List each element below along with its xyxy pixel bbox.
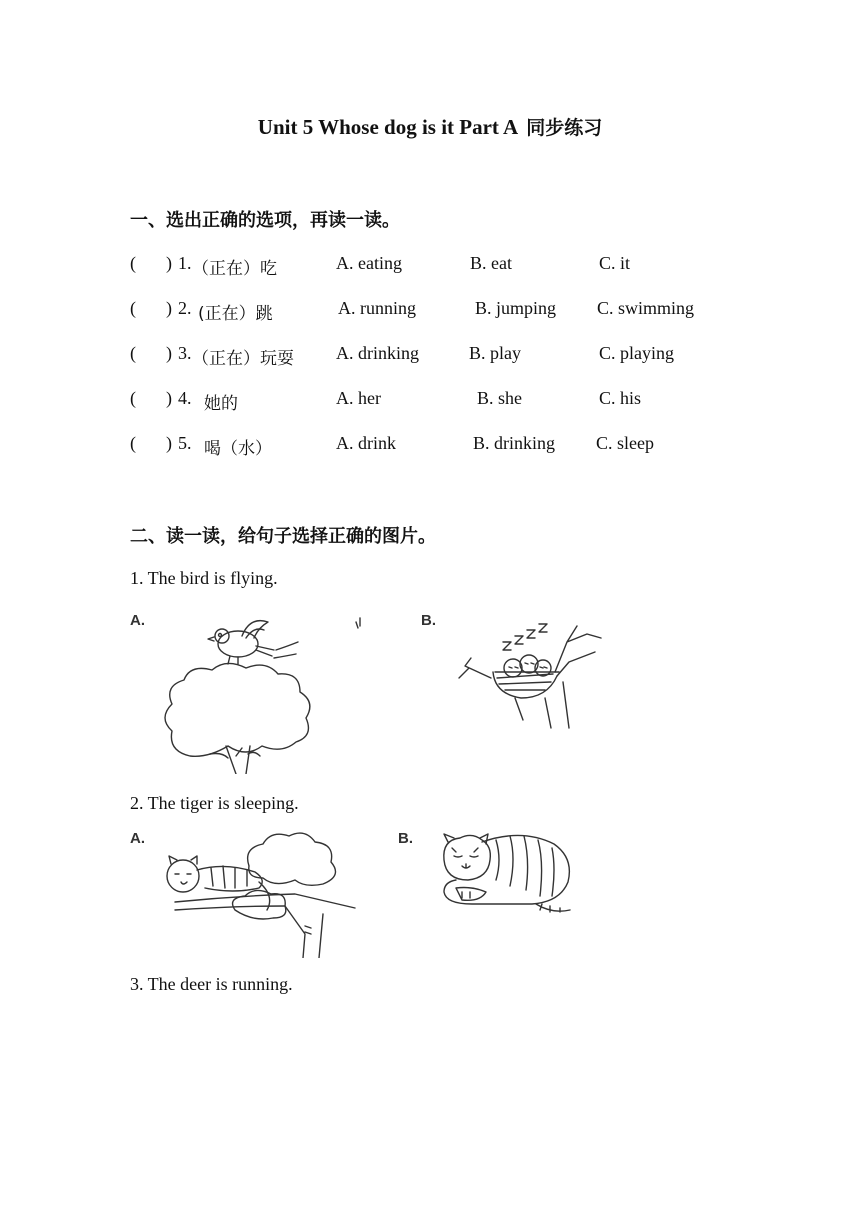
- question-prompt: 她的: [204, 394, 238, 414]
- question-row: [130, 433, 750, 459]
- sentence-3: 3. The deer is running.: [130, 974, 293, 994]
- answer-bracket-open[interactable]: (: [130, 343, 136, 363]
- question-prompt: 喝（水）: [204, 439, 272, 459]
- picture-label-a: A.: [130, 830, 145, 847]
- question-row: [130, 253, 750, 279]
- answer-bracket-open[interactable]: (: [130, 433, 136, 453]
- option-b: B. she: [477, 388, 522, 408]
- option-a: A. eating: [336, 253, 402, 273]
- birds-sleeping-in-nest-icon[interactable]: [445, 612, 605, 730]
- question-number: 3.: [178, 343, 192, 363]
- option-c: C. his: [599, 388, 642, 408]
- page-title: [0, 113, 860, 140]
- picture-label-a: A.: [130, 612, 145, 629]
- answer-bracket-close: ): [166, 433, 172, 453]
- picture-label-b: B.: [421, 612, 436, 629]
- sentence-2: 2. The tiger is sleeping.: [130, 793, 299, 813]
- question-number: 5.: [178, 433, 192, 453]
- option-a: A. her: [336, 388, 381, 408]
- option-a: A. drink: [336, 433, 396, 453]
- answer-bracket-open[interactable]: (: [130, 253, 136, 273]
- question-number: 1.: [178, 253, 192, 273]
- bird-flying-over-tree-icon[interactable]: [150, 606, 390, 774]
- option-c: C. playing: [599, 343, 674, 363]
- title-chinese: 同步练习: [526, 117, 603, 139]
- section2-heading: 二、读一读，给句子选择正确的图片。: [130, 526, 436, 547]
- option-a: A. drinking: [336, 343, 419, 363]
- title-english: Unit 5 Whose dog is it Part A: [257, 115, 519, 139]
- question-row: [130, 388, 750, 414]
- question-prompt: (正在）跳: [198, 304, 273, 324]
- option-c: C. swimming: [597, 298, 695, 318]
- option-c: C. it: [599, 253, 631, 273]
- answer-bracket-close: ): [166, 298, 172, 318]
- section1-heading: 一、选出正确的选项，再读一读。: [130, 210, 400, 231]
- tiger-sleeping-icon[interactable]: [432, 830, 577, 920]
- option-c: C. sleep: [596, 433, 654, 453]
- question-prompt: （正在）吃: [192, 259, 277, 279]
- answer-bracket-close: ): [166, 343, 172, 363]
- option-b: B. play: [469, 343, 521, 363]
- option-b: B. drinking: [473, 433, 556, 453]
- option-b: B. jumping: [475, 298, 557, 318]
- question-number: 4.: [178, 388, 192, 408]
- tiger-on-tree-branch-icon[interactable]: [155, 826, 365, 958]
- answer-bracket-close: ): [166, 253, 172, 273]
- answer-bracket-close: ): [166, 388, 172, 408]
- picture-label-b: B.: [398, 830, 413, 847]
- question-prompt: （正在）玩耍: [192, 349, 294, 369]
- answer-bracket-open[interactable]: (: [130, 388, 136, 408]
- option-a: A. running: [338, 298, 416, 318]
- sentence-1: 1. The bird is flying.: [130, 568, 278, 588]
- answer-bracket-open[interactable]: (: [130, 298, 136, 318]
- question-number: 2.: [178, 298, 192, 318]
- question-row: [130, 343, 750, 369]
- question-row: [130, 298, 750, 324]
- option-b: B. eat: [470, 253, 512, 273]
